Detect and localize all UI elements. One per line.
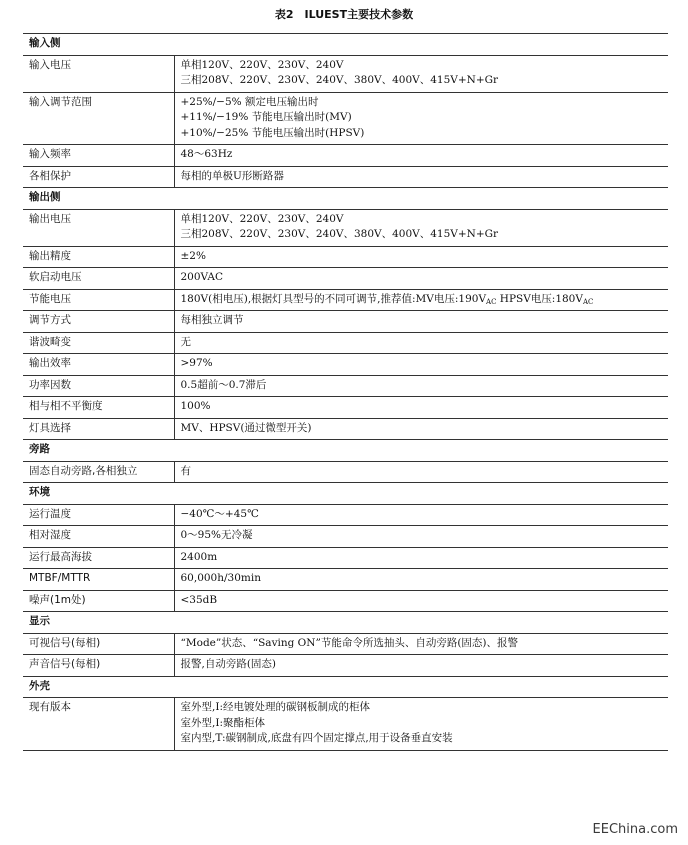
param-value	[174, 375, 668, 397]
param-value	[174, 311, 668, 333]
param-value-line: 每相独立调节	[180, 314, 244, 326]
param-value	[174, 246, 668, 268]
param-name: 运行温度	[23, 504, 174, 526]
param-name: 节能电压	[23, 289, 174, 311]
param-value	[174, 526, 668, 548]
section-header: 输入侧	[23, 34, 668, 56]
param-name: 输入调节范围	[23, 92, 174, 145]
section-header: 环境	[23, 483, 668, 505]
param-name: 输入电压	[23, 55, 174, 92]
param-value-line: ±2%	[180, 249, 206, 262]
table-row	[23, 461, 668, 483]
spec-table-body	[23, 34, 668, 751]
section-header: 外壳	[23, 676, 668, 698]
table-row	[23, 55, 668, 92]
param-name: 输入频率	[23, 145, 174, 167]
param-value-line: 报警,自动旁路(固态)	[180, 658, 277, 670]
param-value	[174, 397, 668, 419]
section-header: 显示	[23, 612, 668, 634]
param-value	[174, 332, 668, 354]
table-row	[23, 655, 668, 677]
table-row	[23, 569, 668, 591]
param-value-line: 0.5超前～0.7滞后	[180, 378, 267, 391]
param-name: 现有版本	[23, 698, 174, 751]
spec-table	[23, 33, 668, 751]
param-value-line: <35dB	[180, 593, 218, 606]
param-name: 软启动电压	[23, 268, 174, 290]
param-value-line: 室外型,I:聚酯柜体	[180, 716, 266, 729]
param-value	[174, 354, 668, 376]
param-value-line: +25%/−5% 额定电压输出时	[180, 95, 319, 108]
table-row	[23, 246, 668, 268]
param-value-line: “Mode”状态、“Saving ON”节能命令所选抽头、自动旁路(固态)、报警	[180, 636, 519, 649]
param-name: 相对湿度	[23, 526, 174, 548]
table-row	[23, 354, 668, 376]
table-row	[23, 397, 668, 419]
section-header: 旁路	[23, 440, 668, 462]
param-value	[174, 418, 668, 440]
param-value-line: MV、HPSV(通过微型开关)	[180, 421, 312, 434]
param-value	[174, 590, 668, 612]
param-value	[174, 633, 668, 655]
param-value-line: 有	[180, 464, 191, 477]
param-value-line: 100%	[180, 400, 211, 412]
table-row	[23, 547, 668, 569]
table-row	[23, 311, 668, 333]
table-row	[23, 633, 668, 655]
param-name: 灯具选择	[23, 418, 174, 440]
table-row	[23, 209, 668, 246]
section-header-row	[23, 612, 668, 634]
table-row	[23, 92, 668, 145]
param-value-line: 单相120V、220V、230V、240V	[180, 212, 344, 225]
param-value-line: 2400m	[180, 550, 218, 563]
param-value-line: 200VAC	[180, 271, 224, 283]
param-name: 输出效率	[23, 354, 174, 376]
param-name: 噪声(1m处)	[23, 590, 174, 612]
param-value-line: >97%	[180, 357, 213, 369]
table-row	[23, 590, 668, 612]
param-name: 调节方式	[23, 311, 174, 333]
param-value	[174, 209, 668, 246]
param-value	[174, 268, 668, 290]
param-value	[174, 166, 668, 188]
param-value	[174, 655, 668, 677]
param-value	[174, 504, 668, 526]
table-row	[23, 526, 668, 548]
param-value	[174, 461, 668, 483]
param-name: 声音信号(每相)	[23, 655, 174, 677]
param-name: 各相保护	[23, 166, 174, 188]
watermark-logo: EEChina.com	[592, 822, 678, 837]
param-name: 相与相不平衡度	[23, 397, 174, 419]
param-value	[174, 569, 668, 591]
param-value-line: 180V(相电压),根据灯具型号的不同可调节,推荐值:MV电压$:190V_{AC}$ HPSV电压$:180V_{AC}$	[180, 292, 594, 306]
param-value-line: +10%/−25% 节能电压输出时(HPSV)	[180, 126, 365, 139]
table-row	[23, 504, 668, 526]
param-value-line: 三相208V、220V、230V、240V、380V、400V、415V+N+Gr	[180, 228, 499, 240]
param-value	[174, 289, 668, 311]
param-name: 输出电压	[23, 209, 174, 246]
table-row	[23, 166, 668, 188]
section-header-row	[23, 188, 668, 210]
param-name: 输出精度	[23, 246, 174, 268]
param-value-line: 单相120V、220V、230V、240V	[180, 58, 344, 71]
section-header-row	[23, 34, 668, 56]
section-header-row	[23, 440, 668, 462]
param-value-line: 室外型,I:经电镀处理的碳钢板制成的柜体	[180, 701, 371, 713]
param-value-line: 48～63Hz	[180, 148, 233, 160]
param-value	[174, 92, 668, 145]
table-row	[23, 145, 668, 167]
table-title: 表2 ILUEST主要技术参数	[274, 8, 414, 21]
param-value-line: 每相的单极U形断路器	[180, 169, 284, 182]
param-value	[174, 698, 668, 751]
table-row	[23, 418, 668, 440]
table-row	[23, 375, 668, 397]
param-value	[174, 55, 668, 92]
param-name: 运行最高海拔	[23, 547, 174, 569]
table-row	[23, 332, 668, 354]
param-value-line: −40℃～+45℃	[180, 507, 259, 520]
param-name: 可视信号(每相)	[23, 633, 174, 655]
param-name: 功率因数	[23, 375, 174, 397]
section-header-row	[23, 676, 668, 698]
param-value-line: 三相208V、220V、230V、240V、380V、400V、415V+N+Gr	[180, 74, 499, 86]
param-value-line: 0～95%无冷凝	[180, 529, 253, 541]
param-name: 固态自动旁路,各相独立	[23, 461, 174, 483]
table-row	[23, 289, 668, 311]
section-header: 输出侧	[23, 188, 668, 210]
section-header-row	[23, 483, 668, 505]
param-value	[174, 145, 668, 167]
table-row	[23, 698, 668, 751]
param-value-line: 无	[180, 335, 191, 348]
param-name: MTBF/MTTR	[23, 569, 174, 591]
param-value-line: +11%/−19% 节能电压输出时(MV)	[180, 111, 352, 123]
param-value-line: 室内型,T:碳钢制成,底盘有四个固定撑点,用于设备垂直安装	[180, 732, 453, 744]
param-value	[174, 547, 668, 569]
table-row	[23, 268, 668, 290]
param-value-line: 60,000h/30min	[180, 572, 261, 584]
param-name: 谐波畸变	[23, 332, 174, 354]
